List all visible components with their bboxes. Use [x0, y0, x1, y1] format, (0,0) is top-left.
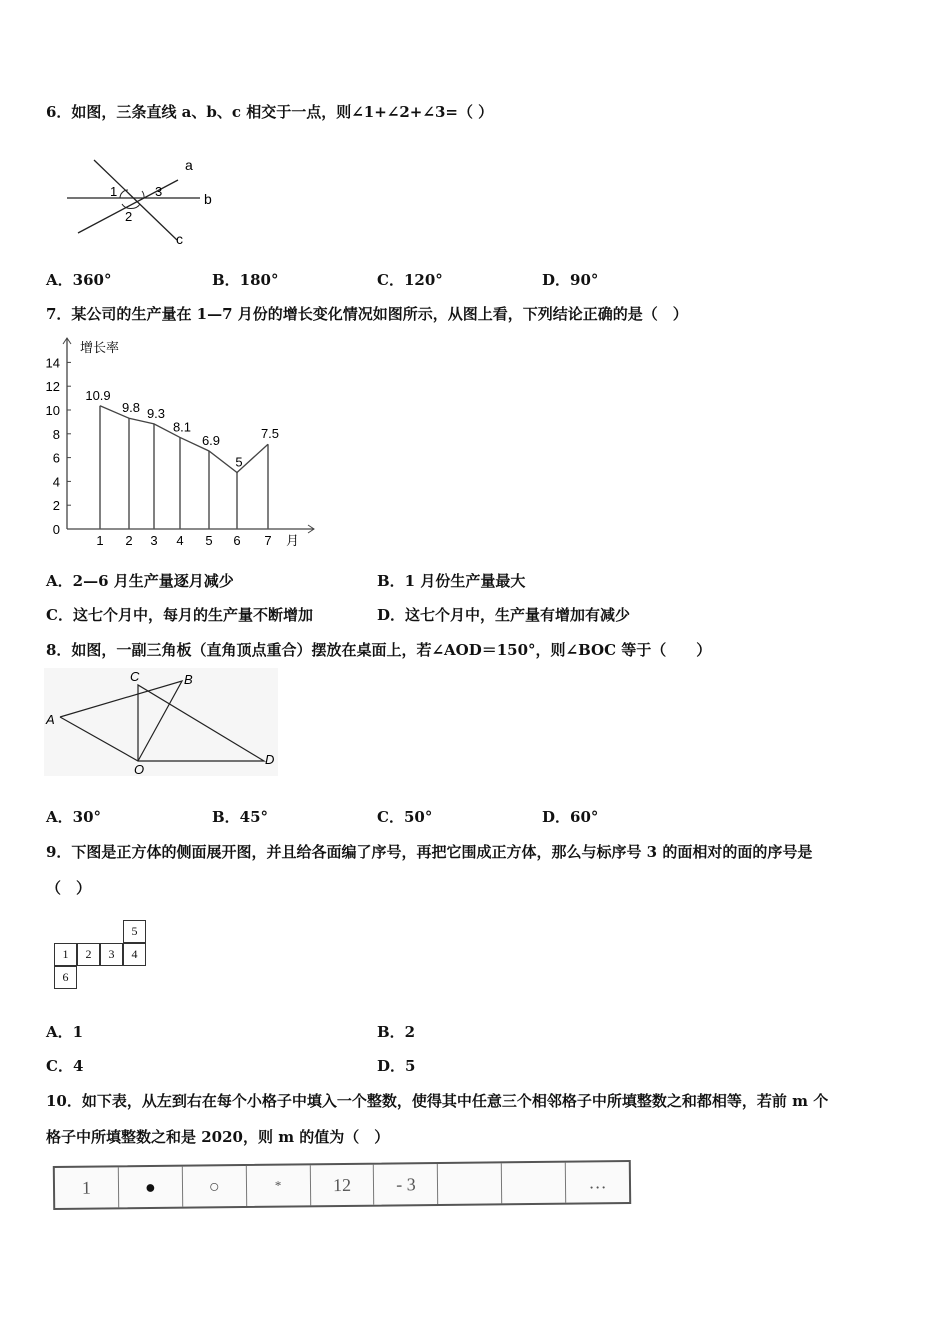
q9-option-b[interactable]: B．2 — [377, 1023, 416, 1041]
question-7-text: 7．某公司的生产量在 1—7 月份的增长变化情况如图所示，从图上看，下列结论正确的是（ ） — [46, 305, 688, 323]
data-label: 7.5 — [260, 426, 280, 442]
question-9-answer-blank: （ ） — [46, 879, 92, 897]
data-label: 8.1 — [172, 419, 192, 435]
y-tick-label: 10 — [45, 403, 60, 418]
data-label: 6.9 — [201, 432, 221, 448]
q8-option-b[interactable]: B．45° — [212, 808, 269, 826]
y-tick-label: 2 — [52, 498, 60, 514]
point-b-label: B — [184, 672, 193, 687]
x-tick-label: 3 — [150, 533, 158, 548]
point-d-label: D — [265, 752, 275, 767]
question-10-line-1: 10．如下表，从左到右在每个小格子中填入一个整数，使得其中任意三个相邻格子中所填整数之和都相等，若前 m 个 — [46, 1092, 829, 1110]
y-tick-label: 6 — [52, 450, 60, 466]
face-3: 3 — [100, 943, 123, 966]
x-axis-label: 月 — [286, 533, 300, 548]
question-10-line-2: 格子中所填整数之和是 2020，则 m 的值为（ ） — [46, 1128, 390, 1146]
y-tick-label: 4 — [52, 474, 60, 490]
question-9-text: 9．下图是正方体的侧面展开图，并且给各面编了序号，再把它围成正方体，那么与标序号 3 的面相对的面的序号是 — [46, 843, 813, 861]
face-6: 6 — [54, 966, 77, 989]
y-axis-label: 增长率 — [80, 340, 120, 355]
growth-rate-chart — [40, 330, 340, 560]
question-8-figure — [44, 668, 278, 776]
q9-option-d[interactable]: D．5 — [377, 1057, 416, 1075]
point-a-label: A — [46, 712, 55, 727]
strip-cell — [502, 1163, 566, 1204]
strip-cell: 1 — [55, 1167, 119, 1208]
q8-option-c[interactable]: C．50° — [377, 808, 433, 826]
line-c-label: c — [176, 231, 183, 247]
series-line — [100, 406, 268, 473]
question-6-figure — [60, 150, 230, 250]
angle-2-label: 2 — [125, 209, 133, 224]
line-a-label: a — [185, 157, 193, 173]
y-tick-label: 14 — [45, 355, 60, 371]
number-strip-table — [53, 1160, 631, 1210]
point-c-label: C — [130, 669, 140, 684]
strip-cell: ○ — [183, 1166, 247, 1207]
q7-option-a[interactable]: A．2—6 月生产量逐月减少 — [46, 572, 234, 590]
question-8-text: 8．如图，一副三角板（直角顶点重合）摆放在桌面上，若∠AOD＝150°，则∠BOC 等于（ ） — [46, 641, 712, 659]
q7-option-c[interactable]: C．这七个月中，每月的生产量不断增加 — [46, 606, 313, 624]
q8-option-d[interactable]: D．60° — [542, 808, 599, 826]
y-tick-label: 12 — [45, 379, 60, 395]
x-tick-label: 2 — [125, 533, 133, 548]
strip-cell: - 3 — [374, 1164, 438, 1205]
q6-option-b[interactable]: B．180° — [212, 271, 279, 289]
q6-option-c[interactable]: C．120° — [377, 271, 443, 289]
face-4: 4 — [123, 943, 146, 966]
data-label: 5 — [235, 454, 243, 470]
face-2: 2 — [77, 943, 100, 966]
angle-1-label: 1 — [110, 184, 118, 199]
strip-cell: … — [588, 1171, 607, 1192]
face-5: 5 — [123, 920, 146, 943]
q6-option-a[interactable]: A．360° — [46, 271, 112, 289]
x-tick-label: 6 — [233, 533, 241, 548]
x-tick-label: 5 — [205, 533, 213, 548]
data-label: 9.3 — [146, 405, 166, 421]
angle-3-label: 3 — [155, 184, 163, 199]
data-label: 10.9 — [85, 387, 111, 403]
question-6-text: 6．如图，三条直线 a、b、c 相交于一点，则∠1+∠2+∠3=（ ） — [46, 103, 494, 121]
point-o-label: O — [134, 762, 145, 776]
y-tick-label: 0 — [52, 522, 60, 537]
x-tick-label: 7 — [264, 533, 272, 548]
y-tick-label: 8 — [52, 426, 60, 442]
x-tick-label: 1 — [96, 533, 104, 548]
q8-option-a[interactable]: A．30° — [46, 808, 102, 826]
q9-option-c[interactable]: C．4 — [46, 1057, 84, 1075]
strip-cell: * — [246, 1165, 310, 1206]
strip-cell: 12 — [310, 1165, 374, 1206]
line-b-label: b — [204, 191, 212, 207]
strip-cell — [438, 1163, 502, 1204]
q7-option-b[interactable]: B．1 月份生产量最大 — [377, 572, 526, 590]
data-label: 9.8 — [121, 400, 141, 416]
q7-option-d[interactable]: D．这七个月中，生产量有增加有减少 — [377, 606, 631, 624]
q9-option-a[interactable]: A．1 — [46, 1023, 84, 1041]
face-1: 1 — [54, 943, 77, 966]
strip-cell: ● — [119, 1167, 183, 1208]
q6-option-d[interactable]: D．90° — [542, 271, 599, 289]
x-tick-label: 4 — [176, 533, 184, 548]
